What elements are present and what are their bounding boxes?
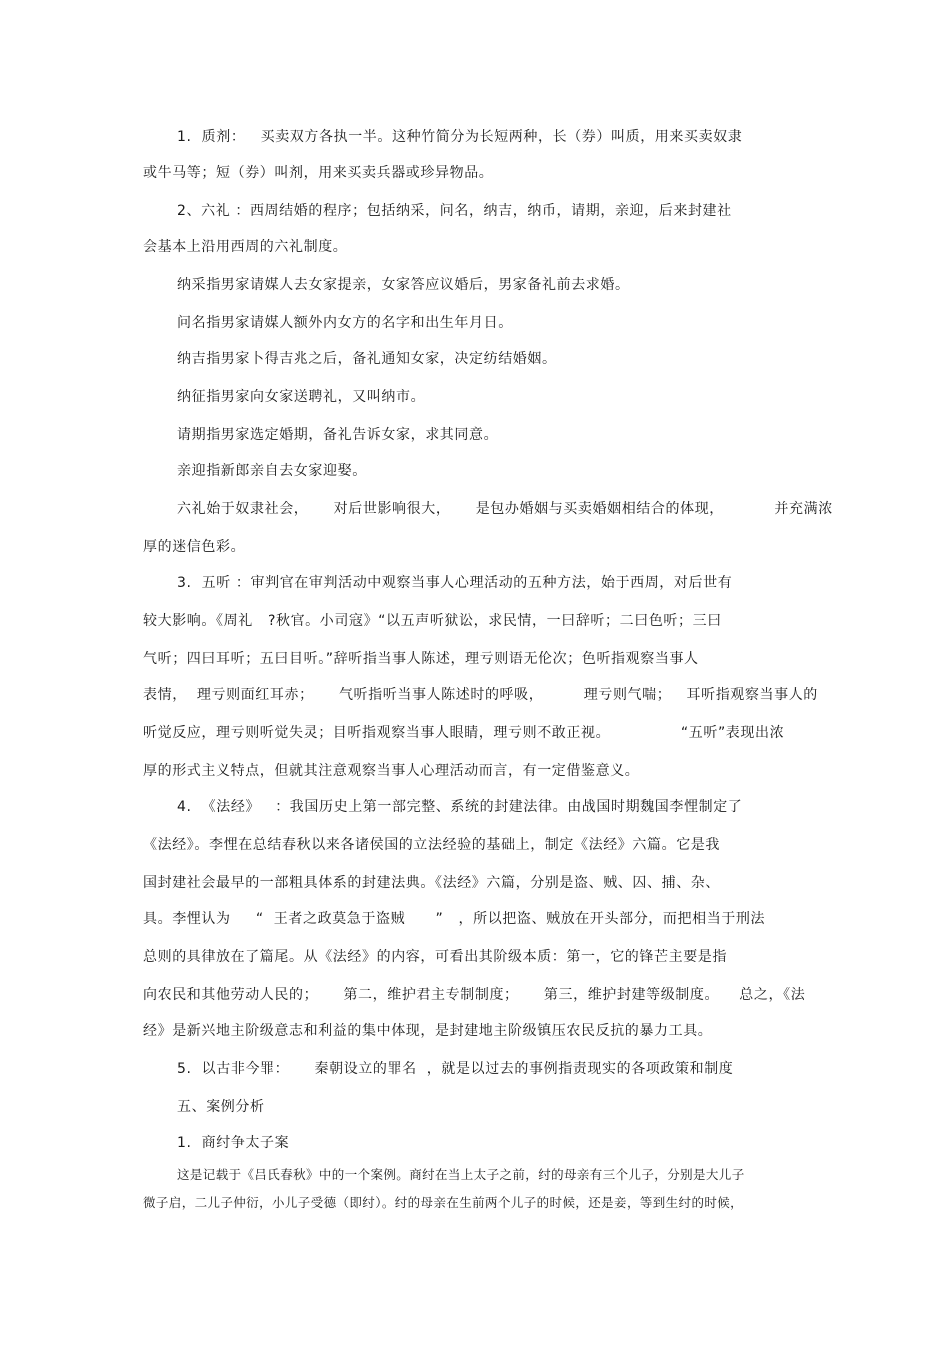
text-line: 具。李悝认为 “ 王者之政莫急于盗贼 ” ，所以把盗、贼放在开头部分，而把相当于刑法 <box>143 911 766 927</box>
text-line: 气听；四曰耳听；五曰目听。”辞听指当事人陈述，理亏则语无伦次；色听指观察当事人 <box>143 651 699 667</box>
case-heading: 1. 商纣争太子案 <box>177 1135 290 1151</box>
text-line: 或牛马等；短（券）叫剂，用来买卖兵器或珍异物品。 <box>143 165 494 181</box>
text-line: 《法经》。李悝在总结春秋以来各诸侯国的立法经验的基础上，制定《法经》六篇。它是我 <box>143 837 720 853</box>
text-line: 亲迎指新郎亲自去女家迎娶。 <box>177 463 367 479</box>
text-line: 5. 以古非今罪： 秦朝设立的罪名 ，就是以过去的事例指责现实的各项政策和制度 <box>177 1061 734 1077</box>
section-heading: 五、案例分析 <box>177 1099 265 1115</box>
text-line: 六礼始于奴隶社会， 对后世影响很大， 是包办婚姻与买卖婚姻相结合的体现， 并充满浓 <box>177 501 833 517</box>
text-line: 国封建社会最早的一部粗具体系的封建法典。《法经》六篇，分别是盗、贼、囚、捕、杂、 <box>143 875 720 891</box>
text-line: 较大影响。《周礼 ?秋官。小司寇》“以五声听狱讼，求民情，一曰辞听；二曰色听；三曰 <box>143 613 722 629</box>
text-line: 纳采指男家请媒人去女家提亲，女家答应议婚后，男家备礼前去求婚。 <box>177 277 630 293</box>
text-line: 厚的形式主义特点，但就其注意观察当事人心理活动而言，有一定借鉴意义。 <box>143 763 640 779</box>
text-line: 会基本上沿用西周的六礼制度。 <box>143 239 348 255</box>
text-line: 向农民和其他劳动人民的； 第二，维护君主专制制度； 第三，维护封建等级制度。 总之，《法 <box>143 987 806 1003</box>
text-line: 微子启，二儿子仲衍，小儿子受德（即纣）。纣的母亲在生前两个儿子的时候，还是妾，等到生纣的时候， <box>143 1195 744 1210</box>
text-line: 2、六礼 ：西周结婚的程序；包括纳采，问名，纳吉，纳币，请期，亲迎，后来封建社 <box>177 203 732 219</box>
text-line: 厚的迷信色彩。 <box>143 539 246 555</box>
text-line: 纳征指男家向女家送聘礼，又叫纳市。 <box>177 389 426 405</box>
text-line: 4. 《法经》 ：我国历史上第一部完整、系统的封建法律。由战国时期魏国李悝制定了 <box>177 799 743 815</box>
text-line: 1. 质剂： 买卖双方各执一半。这种竹简分为长短两种，长（券）叫质，用来买卖奴隶 <box>177 129 743 145</box>
text-line: 请期指男家选定婚期，备礼告诉女家，求其同意。 <box>177 427 499 443</box>
text-line: 听觉反应，理亏则听觉失灵；目听指观察当事人眼睛，理亏则不敢正视。 “五听”表现出浓 <box>143 725 785 741</box>
text-line: 问名指男家请媒人额外内女方的名字和出生年月日。 <box>177 315 513 331</box>
text-line: 总则的具律放在了篇尾。从《法经》的内容，可看出其阶级本质：第一，它的锋芒主要是指 <box>143 949 727 965</box>
text-line: 经》是新兴地主阶级意志和利益的集中体现，是封建地主阶级镇压农民反抗的暴力工具。 <box>143 1023 713 1039</box>
text-line: 3. 五听 ：审判官在审判活动中观察当事人心理活动的五种方法，始于西周，对后世有 <box>177 575 733 591</box>
text-line: 这是记载于《吕氏春秋》中的一个案例。商纣在当上太子之前，纣的母亲有三个儿子，分别是大儿子 <box>177 1167 745 1182</box>
text-line: 纳吉指男家卜得吉兆之后，备礼通知女家，决定纺结婚姻。 <box>177 351 557 367</box>
text-line: 表情， 理亏则面红耳赤； 气听指听当事人陈述时的呼吸， 理亏则气喘； 耳听指观察当事人的 <box>143 687 818 703</box>
